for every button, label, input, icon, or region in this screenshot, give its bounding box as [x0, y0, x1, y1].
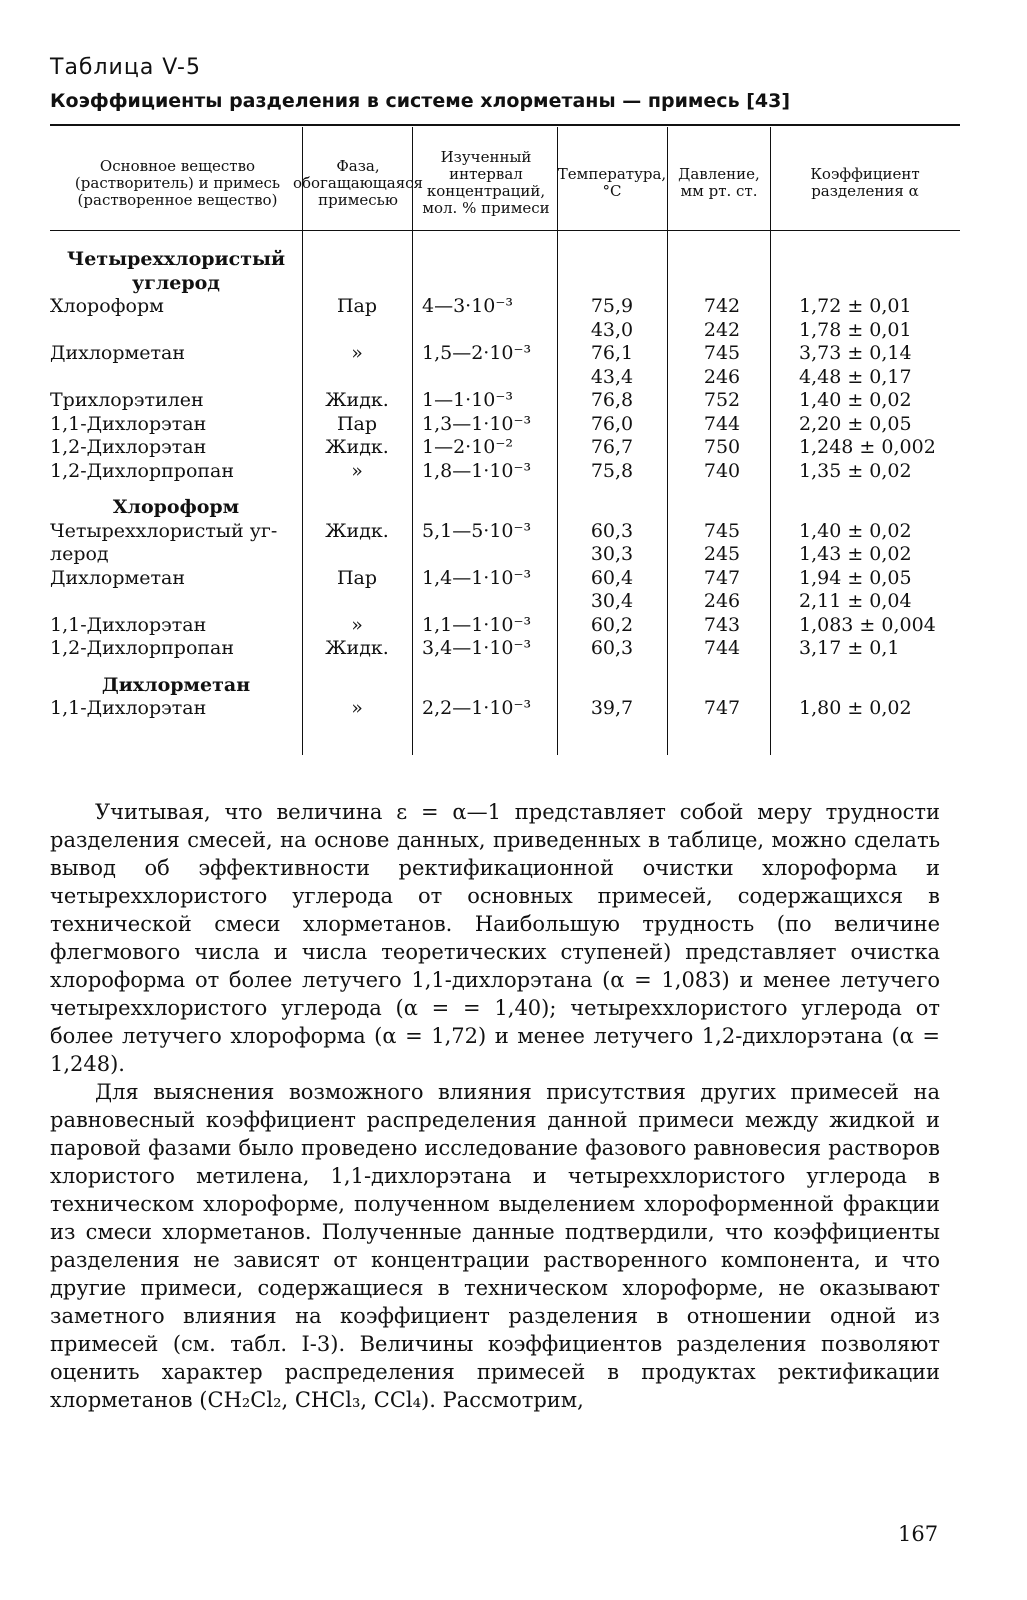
cell-coefficient: 1,94 ± 0,05 — [799, 566, 912, 589]
table-row — [50, 637, 960, 661]
cell-coefficient: 1,083 ± 0,004 — [799, 613, 936, 636]
cell-substance: 1,1-Дихлорэтан — [50, 613, 207, 636]
cell-phase: Жидк. — [325, 637, 389, 659]
cell-phase: Жидк. — [325, 519, 389, 542]
cell-phase: Пар — [336, 295, 378, 317]
cell-temperature: 76,1 — [590, 342, 634, 364]
cell-phase: » — [351, 459, 363, 482]
cell-temperature: 60,3 — [590, 519, 634, 542]
cell-concentration — [412, 366, 557, 390]
cell-phase — [302, 543, 412, 567]
cell-temperature: 75,8 — [590, 459, 634, 482]
cell-substance: Хлороформ — [50, 295, 164, 317]
cell-temperature: 30,4 — [590, 590, 634, 612]
cell-concentration: 2,2—1·10⁻³ — [422, 697, 532, 719]
cell-substance: Дихлорметан — [50, 566, 186, 589]
table-row — [50, 295, 960, 319]
cell-pressure: 245 — [703, 543, 741, 565]
table-row — [50, 590, 960, 614]
cell-substance — [50, 366, 302, 390]
cell-concentration — [412, 319, 557, 343]
cell-temperature: 43,0 — [590, 318, 634, 341]
group-header-row — [50, 496, 960, 520]
cell-phase: » — [351, 697, 363, 719]
cell-coefficient: 2,20 ± 0,05 — [799, 412, 912, 435]
cell-phase — [302, 590, 412, 614]
table-row — [50, 366, 960, 390]
cell-substance: Дихлорметан — [50, 342, 186, 364]
cell-coefficient: 2,11 ± 0,04 — [799, 590, 912, 612]
cell-substance — [50, 319, 302, 343]
cell-temperature: 76,7 — [590, 436, 634, 458]
cell-pressure: 747 — [703, 697, 741, 719]
header-phase: Фаза, обогащающаяся примесью — [292, 156, 424, 209]
group-name: Дихлорметан — [101, 673, 251, 696]
cell-coefficient: 1,40 ± 0,02 — [799, 389, 912, 411]
table-row — [50, 543, 960, 567]
table-top-rule — [50, 124, 960, 126]
cell-substance: 1,1-Дихлорэтан — [50, 697, 207, 719]
table-row — [50, 460, 960, 484]
cell-substance: Трихлорэтилен — [50, 389, 204, 411]
cell-substance — [50, 590, 302, 614]
data-table — [50, 248, 960, 721]
cell-pressure: 242 — [703, 318, 741, 341]
cell-pressure: 744 — [703, 412, 741, 435]
cell-temperature: 76,0 — [590, 412, 634, 435]
cell-concentration: 1—2·10⁻² — [422, 436, 514, 458]
cell-coefficient: 3,17 ± 0,1 — [799, 637, 900, 659]
cell-concentration: 1—1·10⁻³ — [422, 389, 514, 411]
header-temperature: Температура, °С — [557, 165, 667, 200]
cell-concentration: 1,5—2·10⁻³ — [422, 342, 532, 364]
group-name: Хлороформ — [112, 496, 240, 518]
cell-phase — [302, 366, 412, 390]
table-row — [50, 436, 960, 460]
header-substance: Основное вещество (растворитель) и примесь (растворенное вещество) — [74, 156, 281, 209]
cell-temperature: 39,7 — [590, 697, 634, 719]
cell-coefficient: 1,35 ± 0,02 — [799, 459, 912, 482]
cell-temperature: 75,9 — [590, 295, 634, 317]
cell-substance: 1,2-Дихлорпропан — [50, 637, 235, 659]
cell-concentration: 5,1—5·10⁻³ — [422, 519, 532, 542]
cell-phase: Пар — [336, 412, 378, 435]
cell-pressure: 740 — [703, 459, 741, 482]
cell-coefficient: 1,248 ± 0,002 — [799, 436, 936, 458]
table-caption: Таблица V-5 — [50, 55, 201, 80]
body-text — [50, 798, 940, 1414]
header-coefficient: Коэффициент разделения α — [810, 165, 920, 200]
cell-concentration: 3,4—1·10⁻³ — [422, 637, 532, 659]
cell-concentration: 1,1—1·10⁻³ — [422, 613, 532, 636]
cell-pressure: 752 — [703, 389, 741, 411]
cell-phase: » — [351, 613, 363, 636]
cell-concentration: 1,8—1·10⁻³ — [422, 459, 532, 482]
cell-coefficient: 1,72 ± 0,01 — [799, 295, 912, 317]
cell-substance: 1,2-Дихлорпропан — [50, 459, 235, 482]
cell-temperature: 60,4 — [590, 566, 634, 589]
table-title: Коэффициенты разделения в системе хлорметаны — примесь [43] — [50, 90, 791, 112]
cell-coefficient: 1,78 ± 0,01 — [799, 318, 912, 341]
table-row — [50, 614, 960, 638]
cell-coefficient: 1,43 ± 0,02 — [799, 543, 912, 565]
cell-phase: » — [351, 342, 363, 364]
cell-concentration: 4—3·10⁻³ — [422, 295, 514, 317]
cell-substance: 1,2-Дихлорэтан — [50, 436, 207, 458]
cell-temperature: 30,3 — [590, 543, 634, 565]
table-row — [50, 697, 960, 721]
cell-substance: Четыреххлористый уг- — [50, 519, 278, 542]
page-number: 167 — [898, 1522, 939, 1546]
cell-pressure: 745 — [703, 519, 741, 542]
cell-pressure: 742 — [703, 295, 741, 317]
table-row — [50, 342, 960, 366]
group-name: Четыреххлористый углерод — [66, 248, 286, 294]
paragraph: Учитывая, что величина ε = α—1 представляет собой меру трудности разделения смесей, на основе данных, приведенных в таблице, можно сделать вывод об эффективности ректификационной очистки хлороформа и четыреххлористого углерода от основных примесей, содержащихся в технической смеси хлорметанов. Наибольшую трудность (по величине флегмового числа и числа теоретических ступеней) представляет очистка хлороформа от более летучего 1,1-дихлорэтана (α = 1,083) и менее летучего четыреххлористого углерода (α = = 1,40); четыреххлористого углерода от более летучего хлороформа (α = 1,72) и менее летучего 1,2-дихлорэтана (α = 1,248). — [50, 800, 940, 1076]
cell-coefficient: 3,73 ± 0,14 — [799, 342, 912, 364]
cell-pressure: 743 — [703, 613, 741, 636]
table-row — [50, 520, 960, 544]
table-row — [50, 567, 960, 591]
cell-temperature: 60,3 — [590, 637, 634, 659]
cell-temperature: 76,8 — [590, 389, 634, 411]
cell-phase: Пар — [336, 566, 378, 589]
table-row — [50, 319, 960, 343]
cell-temperature: 60,2 — [590, 613, 634, 636]
cell-concentration: 1,3—1·10⁻³ — [422, 412, 532, 435]
cell-substance: 1,1-Дихлорэтан — [50, 412, 207, 435]
header-pressure: Давление, мм рт. ст. — [678, 165, 760, 200]
cell-pressure: 246 — [703, 590, 741, 612]
cell-pressure: 744 — [703, 637, 741, 659]
header-bottom-rule — [50, 230, 960, 231]
cell-substance: лерод — [50, 543, 109, 565]
group-header-row — [50, 248, 960, 295]
cell-pressure: 747 — [703, 566, 741, 589]
header-concentration: Изученный интервал концентраций, мол. % примеси — [422, 148, 550, 217]
cell-phase: Жидк. — [325, 436, 389, 458]
cell-coefficient: 1,80 ± 0,02 — [799, 697, 912, 719]
cell-pressure: 750 — [703, 436, 741, 458]
paragraph: Для выяснения возможного влияния присутствия других примесей на равновесный коэффициент распределения данной примеси между жидкой и паровой фазами было проведено исследование фазового равновесия растворов хлористого метилена, 1,1-дихлорэтана и четыреххлористого углерода в техническом хлороформе, полученном выделением хлороформенной фракции из смеси хлорметанов. Полученные данные подтвердили, что коэффициенты разделения не зависят от концентрации растворенного компонента, и что другие примеси, содержащиеся в техническом хлороформе, не оказывают заметного влияния на коэффициент разделения в отношении одной из примесей (см. табл. I-3). Величины коэффициентов разделения позволяют оценить характер распределения примесей в продуктах ректификации хлорметанов (CH₂Cl₂, CHCl₃, CCl₄). Рассмотрим, — [50, 1080, 940, 1412]
cell-pressure: 745 — [703, 342, 741, 364]
cell-coefficient: 4,48 ± 0,17 — [799, 365, 912, 388]
cell-phase: Жидк. — [325, 389, 389, 411]
cell-concentration — [412, 590, 557, 614]
group-header-row — [50, 674, 960, 698]
table-row — [50, 413, 960, 437]
table-row — [50, 389, 960, 413]
cell-concentration: 1,4—1·10⁻³ — [422, 566, 532, 589]
cell-pressure: 246 — [703, 365, 741, 388]
cell-temperature: 43,4 — [590, 365, 634, 388]
cell-coefficient: 1,40 ± 0,02 — [799, 519, 912, 542]
cell-concentration — [412, 543, 557, 567]
cell-phase — [302, 319, 412, 343]
